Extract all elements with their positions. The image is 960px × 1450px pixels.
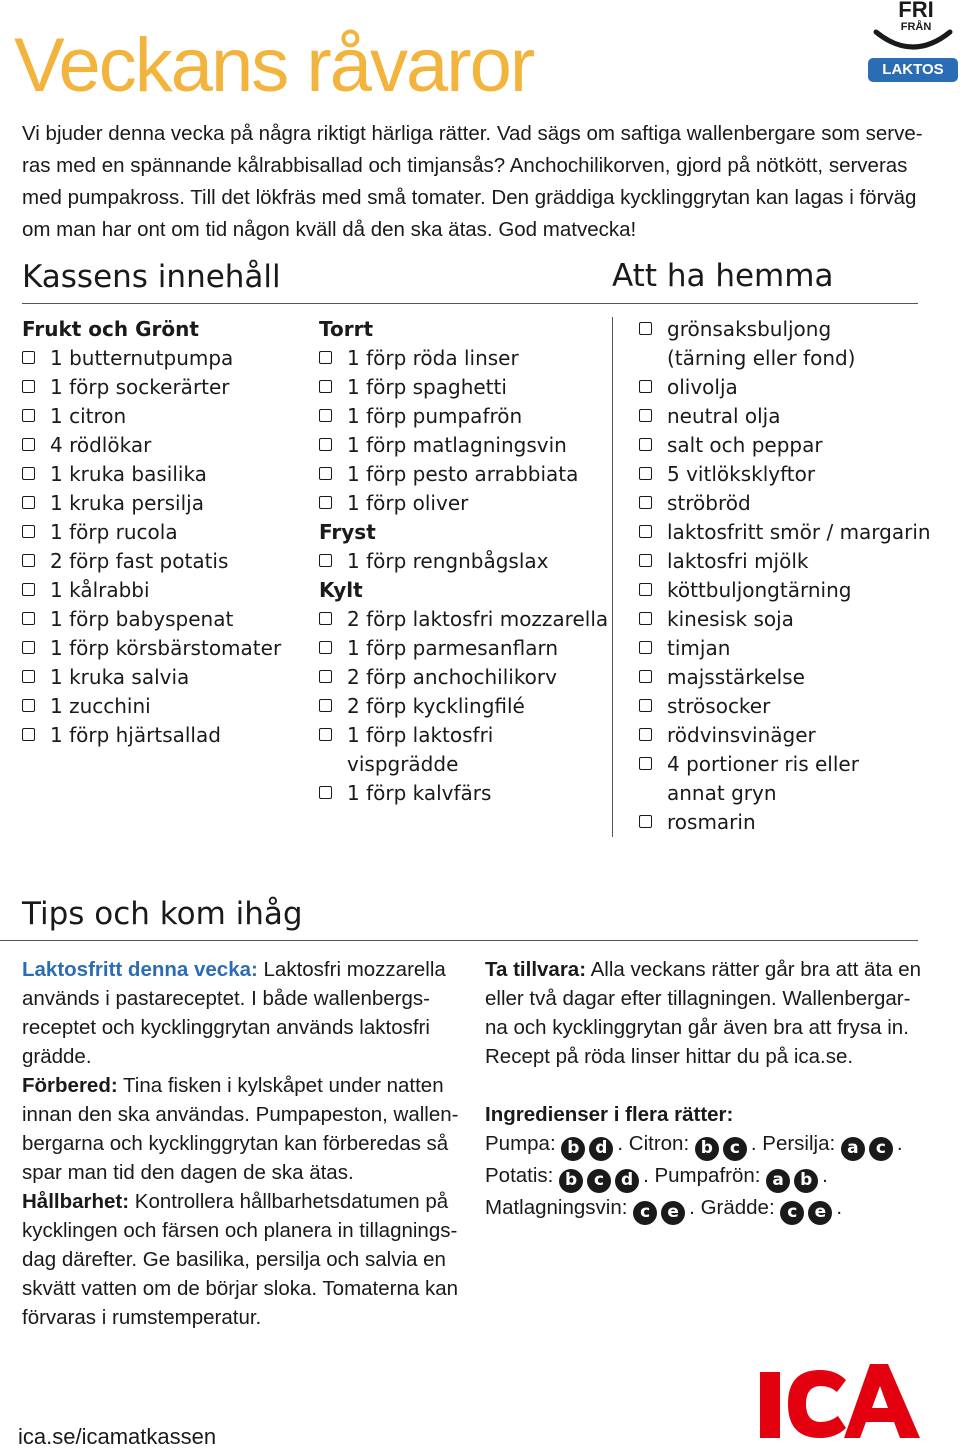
ingredient-pumpa (485, 1132, 624, 1158)
ingredient-name: Persilja: (762, 1132, 836, 1155)
item-label: majsstärkelse (667, 665, 805, 689)
kylt-item-2-forp-anchochilikorv[interactable] (319, 663, 609, 692)
kylt-item-1-forp-kalvfars[interactable] (319, 779, 609, 808)
ingredient-potatis (485, 1164, 649, 1190)
recipe-code-badge: c (587, 1169, 611, 1193)
frukt-gront-item-1-citron[interactable] (22, 402, 302, 431)
checkbox-icon[interactable] (22, 583, 35, 596)
torrt-fryst-kylt-column (319, 315, 609, 808)
recipe-code-badge: c (633, 1201, 657, 1225)
recipe-code-badge: e (661, 1201, 685, 1225)
item-label: laktosfri mjölk (667, 549, 809, 573)
hemma-item-strobrod[interactable] (639, 489, 939, 518)
laktosfritt-text: Laktosfri mozzarella används i pastareceptet. I både wallenbergs-receptet och kycklinggrytan används laktosfri grädde. (22, 958, 446, 1068)
laktosfritt-label: Laktosfritt denna vecka: (22, 958, 258, 981)
checkbox-icon[interactable] (22, 699, 35, 712)
frukt-gront-item-1-forp-korsbarstomater[interactable] (22, 634, 302, 663)
ingredient-name: Pumpafrön: (654, 1164, 761, 1187)
torrt-item-1-forp-pumpafron[interactable] (319, 402, 609, 431)
hemma-item-strosocker[interactable] (639, 692, 939, 721)
ingredient-end: . (822, 1164, 828, 1187)
checkbox-icon[interactable] (319, 438, 332, 451)
recipe-code-badge: c (723, 1137, 747, 1161)
recipe-code-badge: b (561, 1137, 585, 1161)
frukt-gront-list (22, 344, 302, 750)
ingredient-end: . (896, 1132, 903, 1155)
ingredient-name: Pumpa: (485, 1132, 556, 1155)
item-label: 1 förp röda linser (347, 346, 519, 370)
item-label: 1 förp pesto arrabbiata (347, 462, 579, 486)
recipe-code-badge: d (589, 1137, 613, 1161)
hemma-item-4-portioner-ris-eller[interactable] (639, 750, 939, 808)
ingredient-end: . (750, 1132, 757, 1155)
checkbox-icon[interactable] (639, 409, 652, 422)
checkbox-icon[interactable] (319, 728, 332, 741)
recipe-code-badge: b (559, 1169, 583, 1193)
hemma-column (639, 315, 939, 837)
recipe-code-badge: a (766, 1169, 790, 1193)
frukt-gront-item-1-kruka-persilja[interactable] (22, 489, 302, 518)
hemma-item-5-vitloksklyftor[interactable] (639, 460, 939, 489)
recipe-code-badge: d (615, 1169, 639, 1193)
ingredient-end: . (836, 1196, 843, 1219)
item-label: 1 butternutpumpa (50, 346, 234, 370)
hemma-item-neutral-olja[interactable] (639, 402, 939, 431)
tips-laktosfritt (22, 955, 462, 1071)
item-label: 1 förp rucola (50, 520, 178, 544)
item-label: ströbröd (667, 491, 751, 515)
torrt-item-1-forp-roda-linser[interactable] (319, 344, 609, 373)
kassen-title: Kassens innehåll (22, 259, 281, 295)
checkbox-icon[interactable] (639, 496, 652, 509)
checkbox-icon[interactable] (22, 438, 35, 451)
tips-right-column (485, 955, 925, 1225)
ingredient-name: Grädde: (700, 1196, 775, 1219)
item-label-continued: (tärning eller fond) (667, 346, 856, 370)
hemma-item-kinesisk-soja[interactable] (639, 605, 939, 634)
ingredient-end: . (689, 1196, 695, 1219)
checkbox-icon[interactable] (639, 757, 652, 770)
checkbox-icon[interactable] (639, 699, 652, 712)
checkbox-icon[interactable] (319, 699, 332, 712)
hemma-item-majsstarkelse[interactable] (639, 663, 939, 692)
hemma-item-gronsaksbuljong[interactable] (639, 315, 939, 373)
smile-icon (868, 0, 958, 58)
checkbox-icon[interactable] (639, 641, 652, 654)
checkbox-icon[interactable] (22, 612, 35, 625)
hemma-item-rodvinsvinager[interactable] (639, 721, 939, 750)
item-label: timjan (667, 636, 731, 660)
item-label: 1 citron (50, 404, 127, 428)
checkbox-icon[interactable] (22, 670, 35, 683)
hemma-item-rosmarin[interactable] (639, 808, 939, 837)
fryst-heading: Fryst (319, 520, 376, 544)
torrt-heading: Torrt (319, 317, 374, 341)
checkbox-icon[interactable] (319, 641, 332, 654)
ingredient-name: Citron: (628, 1132, 690, 1155)
tillvara-text: Alla veckans rätter går bra att äta en eller två dagar efter tillagningen. Wallenbergar-na och kycklinggrytan går även bra att frysa in. Recept på röda linser hittar du på ica.se. (485, 958, 922, 1068)
item-label: 1 förp körsbärstomater (50, 636, 282, 660)
fri-fran-laktos-badge (868, 0, 958, 84)
checkbox-icon[interactable] (22, 409, 35, 422)
item-label: 1 förp spaghetti (347, 375, 507, 399)
item-label: salt och peppar (667, 433, 823, 457)
torrt-item-1-forp-pesto-arrabbiata[interactable] (319, 460, 609, 489)
badge-label: LAKTOS (868, 58, 958, 82)
checkbox-icon[interactable] (319, 670, 332, 683)
ica-logo (758, 1360, 923, 1440)
tips-forbered (22, 1071, 462, 1187)
forbered-text: Tina fisken i kylskåpet under natten innan den ska användas. Pumpapeston, wallen-bergarna och kycklinggrytan kan förberedas så spar man tid den dagen de ska ätas. (22, 1074, 459, 1184)
section-divider (22, 303, 918, 304)
checkbox-icon[interactable] (639, 583, 652, 596)
checkbox-icon[interactable] (639, 380, 652, 393)
tips-left-column (22, 955, 462, 1332)
torrt-item-1-forp-matlagningsvin[interactable] (319, 431, 609, 460)
item-label: strösocker (667, 694, 771, 718)
checkbox-icon[interactable] (319, 409, 332, 422)
recipe-code-badge: b (794, 1169, 818, 1193)
checkbox-icon[interactable] (22, 467, 35, 480)
kylt-item-1-forp-laktosfri-vispgradde[interactable] (319, 721, 609, 779)
recipe-code-badge: a (841, 1137, 865, 1161)
item-label: rödvinsvinäger (667, 723, 816, 747)
item-label: neutral olja (667, 404, 781, 428)
torrt-item-1-forp-oliver[interactable] (319, 489, 609, 518)
kylt-list (319, 605, 609, 808)
item-label: olivolja (667, 375, 738, 399)
recipe-code-badge: e (808, 1201, 832, 1225)
ingredienser-label: Ingredienser i flera rätter: (485, 1103, 734, 1126)
item-label: 1 förp kalvfärs (347, 781, 492, 805)
checkbox-icon[interactable] (319, 351, 332, 364)
checkbox-icon[interactable] (639, 815, 652, 828)
item-label: 1 kruka salvia (50, 665, 190, 689)
column-divider (612, 317, 613, 837)
item-label: 1 kruka persilja (50, 491, 204, 515)
checkbox-icon[interactable] (639, 467, 652, 480)
item-label: grönsaksbuljong (667, 317, 832, 341)
recipe-code-badge: b (695, 1137, 719, 1161)
hemma-item-kottbuljongtarning[interactable] (639, 576, 939, 605)
intro-text: Vi bjuder denna vecka på några riktigt härliga rätter. Vad sägs om saftiga wallenbergare som serve-ras med en spännande kålrabbisallad och timjansås? Anchochilikorven, gjord på nötkött, serveras med pumpakross. Till det lökfräs med små tomater. Den gräddiga kycklinggrytan kan lagas i förväg om man har ont om tid någon kväll då den ska ätas. God matvecka! (22, 122, 923, 241)
checkbox-icon[interactable] (639, 525, 652, 538)
checkbox-icon[interactable] (639, 728, 652, 741)
item-label: 1 kålrabbi (50, 578, 150, 602)
tips-tillvara (485, 955, 925, 1071)
badge-top-text: FRI (898, 0, 934, 22)
ingredient-persilja (762, 1132, 903, 1158)
item-label: laktosfritt smör / margarin (667, 520, 931, 544)
ingredienser-list (485, 1129, 925, 1225)
hallbarhet-label: Hållbarhet: (22, 1190, 130, 1213)
ingredient-citron (628, 1132, 757, 1158)
hemma-list (639, 315, 939, 837)
checkbox-icon[interactable] (319, 554, 332, 567)
torrt-item-1-forp-spaghetti[interactable] (319, 373, 609, 402)
checkbox-icon[interactable] (639, 670, 652, 683)
hallbarhet-text: Kontrollera hållbarhetsdatumen på kycklingen och färsen och planera in tillagnings-dag därefter. Ge basilika, persilja och salvia en skvätt vatten om de börjar sloka. Tomaterna kan förvaras i rumstemperatur. (22, 1190, 459, 1329)
page-title: Veckans råvaror (14, 23, 534, 108)
item-label: 4 portioner ris eller (667, 752, 859, 776)
item-label: 1 förp oliver (347, 491, 469, 515)
frukt-gront-item-1-kruka-basilika[interactable] (22, 460, 302, 489)
hemma-item-salt-och-peppar[interactable] (639, 431, 939, 460)
fryst-item-1-forp-rengnbagslax[interactable] (319, 547, 609, 576)
forbered-label: Förbered: (22, 1074, 118, 1097)
badge-middle-text: FRÅN (900, 21, 932, 33)
checkbox-icon[interactable] (319, 467, 332, 480)
item-label: 1 kruka basilika (50, 462, 207, 486)
checkbox-icon[interactable] (639, 612, 652, 625)
item-label: köttbuljongtärning (667, 578, 852, 602)
checkbox-icon[interactable] (639, 554, 652, 567)
frukt-gront-item-1-forp-babyspenat[interactable] (22, 605, 302, 634)
checkbox-icon[interactable] (22, 554, 35, 567)
fryst-list (319, 547, 609, 576)
item-label: 1 förp parmesanflarn (347, 636, 558, 660)
recipe-code-badge: c (780, 1201, 804, 1225)
checkbox-icon[interactable] (22, 496, 35, 509)
frukt-gront-column (22, 315, 302, 750)
item-label: 1 förp matlagningsvin (347, 433, 567, 457)
recipe-code-badge: c (869, 1137, 893, 1161)
item-label: 2 förp kycklingfilé (347, 694, 525, 718)
frukt-gront-item-1-kruka-salvia[interactable] (22, 663, 302, 692)
ingredient-name: Matlagningsvin: (485, 1196, 628, 1219)
item-label: 1 förp sockerärter (50, 375, 230, 399)
hemma-item-olivolja[interactable] (639, 373, 939, 402)
ingredient-end: . (643, 1164, 649, 1187)
footer-url[interactable]: ica.se/icamatkassen (18, 1424, 217, 1449)
ingredient-matlagningsvin (485, 1196, 695, 1222)
item-label: 1 zucchini (50, 694, 151, 718)
checkbox-icon[interactable] (22, 380, 35, 393)
kylt-item-2-forp-kycklingfile[interactable] (319, 692, 609, 721)
ingredient-pumpafron (654, 1164, 828, 1190)
item-label: 1 förp rengnbågslax (347, 549, 549, 573)
hemma-title: Att ha hemma (612, 258, 834, 294)
frukt-gront-item-4-rodlokar[interactable] (22, 431, 302, 460)
checkbox-icon[interactable] (22, 351, 35, 364)
item-label: 1 förp hjärtsallad (50, 723, 221, 747)
kylt-item-1-forp-parmesanflarn[interactable] (319, 634, 609, 663)
torrt-list (319, 344, 609, 518)
kylt-heading: Kylt (319, 578, 363, 602)
frukt-gront-item-2-forp-fast-potatis[interactable] (22, 547, 302, 576)
item-label: 2 förp anchochilikorv (347, 665, 557, 689)
hemma-item-timjan[interactable] (639, 634, 939, 663)
item-label: 1 förp pumpafrön (347, 404, 523, 428)
item-label: 2 förp fast potatis (50, 549, 229, 573)
tips-hallbarhet (22, 1187, 462, 1332)
frukt-gront-item-1-forp-hjartsallad[interactable] (22, 721, 302, 750)
tips-title: Tips och kom ihåg (22, 896, 303, 932)
frukt-gront-item-1-butternutpumpa[interactable] (22, 344, 302, 373)
frukt-gront-item-1-forp-sockerarter[interactable] (22, 373, 302, 402)
frukt-gront-item-1-kalrabbi[interactable] (22, 576, 302, 605)
ingredient-name: Potatis: (485, 1164, 554, 1187)
item-label: 1 förp babyspenat (50, 607, 234, 631)
tillvara-label: Ta tillvara: (485, 958, 587, 981)
item-label: 1 förp laktosfri vispgrädde (347, 723, 494, 776)
frukt-gront-heading: Frukt och Grönt (22, 317, 199, 341)
hemma-item-laktosfritt-smor-margarin[interactable] (639, 518, 939, 547)
item-label: 4 rödlökar (50, 433, 152, 457)
checkbox-icon[interactable] (319, 786, 332, 799)
checkbox-icon[interactable] (22, 728, 35, 741)
item-label-continued: annat gryn (667, 781, 777, 805)
checkbox-icon[interactable] (319, 612, 332, 625)
item-label: 2 förp laktosfri mozzarella (347, 607, 609, 631)
item-label: 5 vitlöksklyftor (667, 462, 816, 486)
hemma-item-laktosfri-mjolk[interactable] (639, 547, 939, 576)
checkbox-icon[interactable] (639, 438, 652, 451)
checkbox-icon[interactable] (22, 525, 35, 538)
ingredient-end: . (617, 1132, 624, 1155)
checkbox-icon[interactable] (22, 641, 35, 654)
checkbox-icon[interactable] (319, 380, 332, 393)
checkbox-icon[interactable] (319, 496, 332, 509)
frukt-gront-item-1-zucchini[interactable] (22, 692, 302, 721)
tips-divider (0, 940, 918, 941)
kylt-item-2-forp-laktosfri-mozzarella[interactable] (319, 605, 609, 634)
item-label: kinesisk soja (667, 607, 794, 631)
ingredient-gradde (700, 1196, 843, 1222)
frukt-gront-item-1-forp-rucola[interactable] (22, 518, 302, 547)
checkbox-icon[interactable] (639, 322, 652, 335)
item-label: rosmarin (667, 810, 756, 834)
